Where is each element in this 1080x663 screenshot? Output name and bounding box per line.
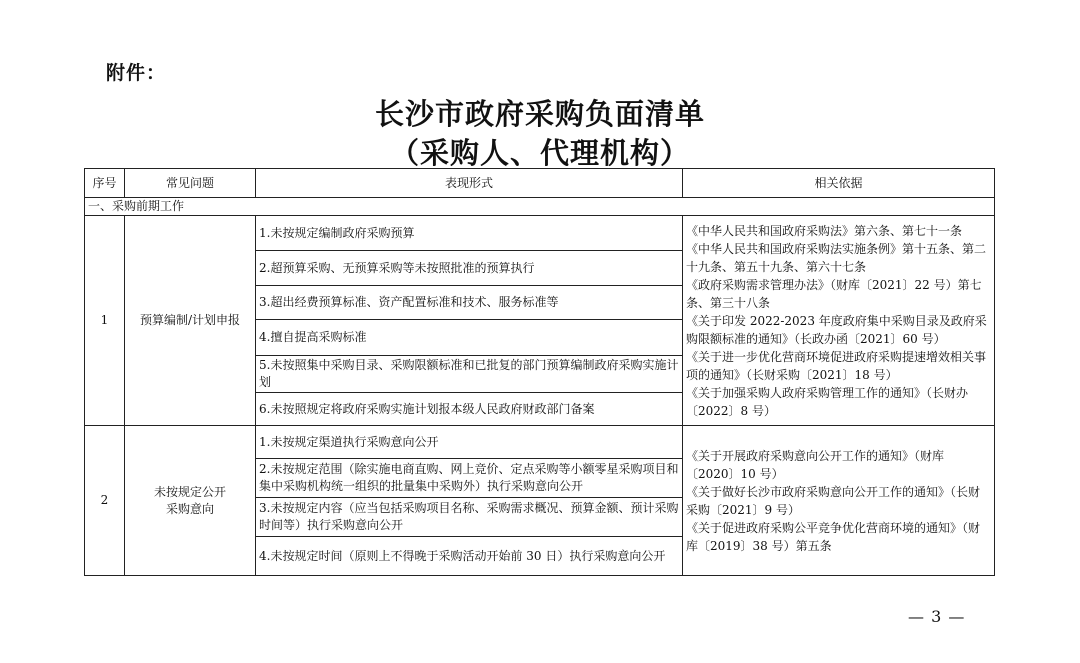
row-basis — [683, 426, 995, 576]
list-item: 4.未按规定时间（原则上不得晚于采购活动开始前 30 日）执行采购意向公开 — [256, 537, 683, 576]
issue-line: 未按规定公开 — [153, 484, 226, 499]
list-item: 3.未按规定内容（应当包括采购项目名称、采购需求概况、预算金额、预计采购时间等）执行采购意向公开 — [256, 498, 683, 537]
basis-line: 《关于做好长沙市政府采购意向公开工作的通知》（长财采购〔2021〕9 号） — [686, 484, 981, 517]
list-item: 3.超出经费预算标准、资产配置标准和技术、服务标准等 — [256, 286, 683, 320]
basis-line: 《中华人民共和国政府采购法实施条例》第十五条、第二十九条、第五十九条、第六十七条 — [686, 241, 987, 274]
header-basis: 相关依据 — [683, 169, 995, 198]
page-title: 长沙市政府采购负面清单 — [374, 97, 705, 131]
negative-list-table — [84, 168, 995, 576]
basis-line: 《关于加强采购人政府采购管理工作的通知》（长财办〔2022〕8 号） — [686, 385, 969, 418]
basis-line: 《关于促进政府采购公平竞争优化营商环境的通知》（财库〔2019〕38 号）第五条 — [686, 520, 981, 553]
basis-line: 《政府采购需求管理办法》（财库〔2021〕22 号）第七条、第三十八条 — [686, 277, 982, 310]
page-subtitle: （采购人、代理机构） — [389, 136, 690, 170]
list-item: 2.未按规定范围（除实施电商直购、网上竞价、定点采购等小额零星采购项目和集中采购机构统一组织的批量集中采购外）执行采购意向公开 — [256, 459, 683, 498]
section-title: 一、采购前期工作 — [85, 198, 995, 216]
basis-line: 《关于进一步优化营商环境促进政府采购提速增效相关事项的通知》（长财采购〔2021〕18 号） — [686, 349, 987, 382]
list-item: 1.未按规定编制政府采购预算 — [256, 216, 683, 251]
row-issue: 预算编制/计划申报 — [125, 216, 256, 426]
list-item: 2.超预算采购、无预算采购等未按照批准的预算执行 — [256, 251, 683, 286]
section-row — [85, 198, 995, 216]
table-row — [85, 216, 995, 251]
list-item: 4.擅自提高采购标准 — [256, 320, 683, 356]
header-issue: 常见问题 — [125, 169, 256, 198]
row-seq: 2 — [85, 426, 125, 576]
basis-line: 《中华人民共和国政府采购法》第六条、第七十一条 — [686, 223, 963, 238]
issue-line: 采购意向 — [165, 501, 214, 516]
basis-line: 《关于印发 2022-2023 年度政府集中采购目录及政府采购限额标准的通知》（长政办函〔2021〕60 号） — [686, 313, 987, 346]
list-item: 6.未按照规定将政府采购实施计划报本级人民政府财政部门备案 — [256, 393, 683, 426]
page-number: — 3 — — [908, 607, 966, 626]
table-row — [85, 426, 995, 459]
row-seq: 1 — [85, 216, 125, 426]
attachment-label: 附件： — [106, 62, 167, 84]
header-seq: 序号 — [85, 169, 125, 198]
list-item: 1.未按规定渠道执行采购意向公开 — [256, 426, 683, 459]
header-form: 表现形式 — [256, 169, 683, 198]
row-issue — [125, 426, 256, 576]
table-header-row — [85, 169, 995, 198]
row-basis — [683, 216, 995, 426]
list-item: 5.未按照集中采购目录、采购限额标准和已批复的部门预算编制政府采购实施计划 — [256, 356, 683, 393]
basis-line: 《关于开展政府采购意向公开工作的通知》（财库〔2020〕10 号） — [686, 448, 945, 481]
